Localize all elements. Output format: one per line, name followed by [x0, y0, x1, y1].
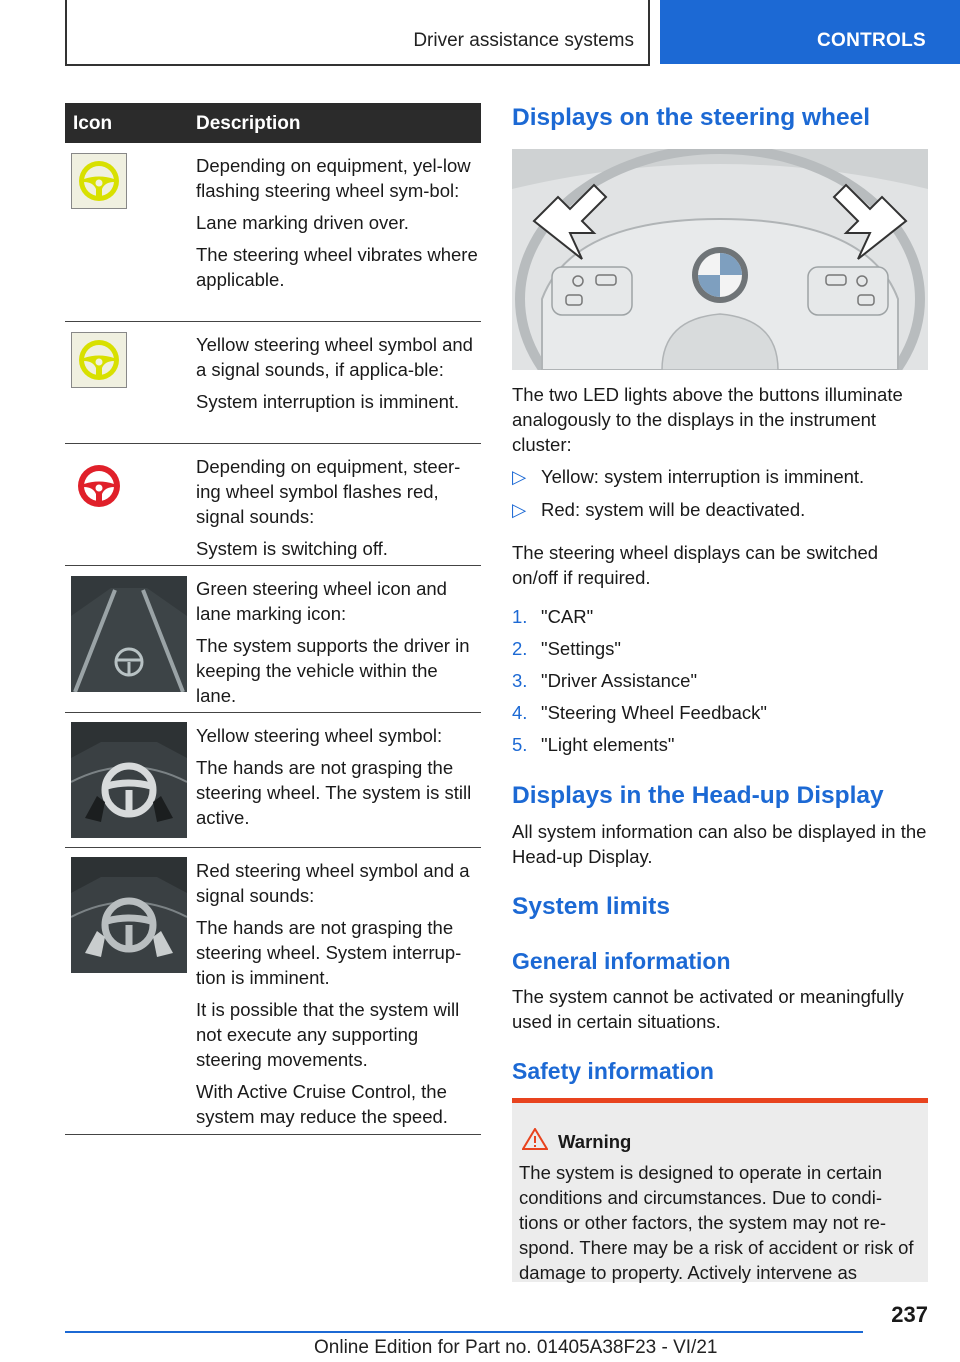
heading-general-information: General information — [512, 948, 731, 974]
row-text: Yellow steering wheel symbol: — [196, 725, 443, 746]
column-header-icon: Icon — [73, 113, 113, 134]
warning-text: The system is designed to operate in certain conditions and circumstances. Due to condi-tions or other factors, the system may not re-spond. There may be a risk of accident or risk of damage to property. Actively intervene as — [519, 1162, 914, 1283]
table-row — [65, 566, 481, 713]
chapter-title[interactable]: CONTROLS — [816, 30, 926, 51]
paragraph-hud: All system information can also be displayed in the Head-up Display. — [512, 821, 927, 867]
triangle-bullet-icon: ▷ — [512, 499, 527, 520]
list-item: 5. "Light elements" — [512, 734, 675, 755]
table-row — [65, 713, 481, 848]
row-text: Yellow steering wheel symbol and a signal sounds, if applica-ble: — [196, 334, 473, 380]
red-steering-wheel-icon — [71, 458, 127, 519]
triangle-bullet-icon: ▷ — [512, 466, 527, 487]
warning-title: Warning — [558, 1131, 632, 1152]
row-text: The system supports the driver in keeping the vehicle within the lane. — [196, 635, 470, 706]
row-text: Green steering wheel icon and lane marking icon: — [196, 578, 447, 624]
list-item: ▷ Red: system will be deactivated. — [512, 499, 806, 520]
red-hands-wheel-display-icon — [71, 857, 187, 973]
table-row — [65, 848, 481, 1135]
paragraph-switch: The steering wheel displays can be switched on/off if required. — [512, 542, 879, 588]
bullet-list — [512, 464, 928, 522]
heading-head-up-display: Displays in the Head-up Display — [512, 782, 884, 809]
footer-text: Online Edition for Part no. 01405A38F23 - VI/21 — [314, 1337, 718, 1358]
footer-divider — [65, 1331, 863, 1333]
numbered-steps — [512, 604, 928, 757]
yellow-steering-wheel-icon — [71, 332, 127, 388]
list-item: 2. "Settings" — [512, 638, 621, 659]
row-text: Depending on equipment, yel-low flashing steering wheel sym-bol: — [196, 155, 471, 201]
green-lane-wheel-display-icon — [71, 576, 187, 692]
row-text: Lane marking driven over. — [196, 212, 409, 233]
warning-triangle-icon — [522, 1128, 548, 1155]
list-item: 1. "CAR" — [512, 606, 594, 627]
yellow-steering-wheel-icon — [71, 153, 127, 209]
page-header — [0, 0, 960, 66]
heading-displays-steering-wheel: Displays on the steering wheel — [512, 104, 871, 131]
row-text: Red steering wheel symbol and a signal sounds: — [196, 860, 470, 906]
table-header — [65, 103, 481, 143]
heading-safety-information: Safety information — [512, 1058, 714, 1084]
steering-wheel-photo — [512, 149, 928, 370]
list-item: 4. "Steering Wheel Feedback" — [512, 702, 768, 723]
yellow-hands-wheel-display-icon — [71, 722, 187, 838]
row-text: With Active Cruise Control, the system may reduce the speed. — [196, 1081, 448, 1127]
row-text: The hands are not grasping the steering wheel. System interrup-tion is imminent. — [196, 917, 462, 988]
row-text: The steering wheel vibrates where applicable. — [196, 244, 478, 290]
page-number: 237 — [891, 1302, 928, 1327]
section-tab — [65, 0, 650, 66]
table-row — [65, 444, 481, 566]
list-item: 3. "Driver Assistance" — [512, 670, 698, 691]
paragraph-led-lights: The two LED lights above the buttons illuminate analogously to the displays in the instrument cluster: — [512, 384, 903, 455]
icon-description-table — [65, 103, 481, 1135]
column-header-description: Description — [196, 113, 301, 134]
row-text: The hands are not grasping the steering wheel. The system is still active. — [196, 757, 472, 828]
chapter-tab[interactable] — [660, 0, 960, 64]
paragraph-general: The system cannot be activated or meaningfully used in certain situations. — [512, 986, 904, 1032]
table-row — [65, 143, 481, 322]
row-text: System interruption is imminent. — [196, 391, 460, 412]
row-text: System is switching off. — [196, 538, 388, 559]
list-item: ▷ Yellow: system interruption is imminent. — [512, 466, 865, 487]
section-title: Driver assistance systems — [413, 30, 634, 51]
heading-system-limits: System limits — [512, 893, 670, 920]
table-row — [65, 322, 481, 444]
warning-box — [512, 1098, 928, 1282]
row-text: Depending on equipment, steer-ing wheel symbol flashes red, signal sounds: — [196, 456, 461, 527]
row-text: It is possible that the system will not execute any supporting steering movements. — [196, 999, 460, 1070]
